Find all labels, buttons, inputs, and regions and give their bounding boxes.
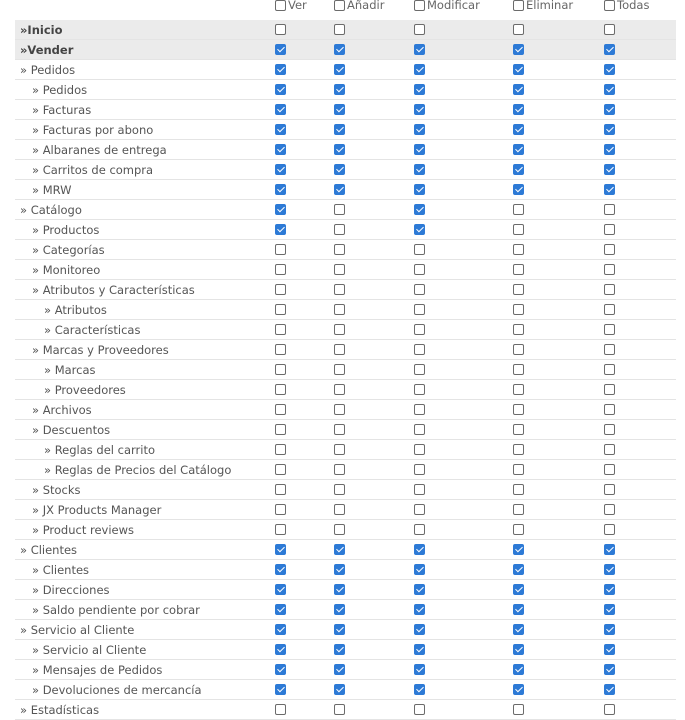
edit-checkbox[interactable] (414, 164, 425, 175)
header-add (334, 0, 384, 14)
add-checkbox[interactable] (334, 164, 345, 175)
view-checkbox[interactable] (275, 304, 286, 315)
header-edit-label: Modificar (427, 0, 480, 12)
edit-checkbox[interactable] (414, 564, 425, 575)
all-checkbox[interactable] (604, 204, 615, 215)
view-checkbox[interactable] (275, 684, 286, 695)
view-checkbox[interactable] (275, 464, 286, 475)
all-checkbox[interactable] (604, 404, 615, 415)
row-label: » Facturas (32, 103, 92, 117)
add-checkbox[interactable] (334, 204, 345, 215)
add-checkbox[interactable] (334, 64, 345, 75)
all-checkbox[interactable] (604, 84, 615, 95)
row-label: » Product reviews (32, 523, 135, 537)
delete-checkbox[interactable] (513, 344, 524, 355)
table-row (15, 140, 676, 160)
delete-checkbox[interactable] (513, 204, 524, 215)
all-checkbox[interactable] (604, 564, 615, 575)
delete-checkbox[interactable] (513, 104, 524, 115)
row-label: » Marcas (44, 363, 96, 377)
table-row (15, 500, 676, 520)
table-row (15, 280, 676, 300)
edit-checkbox[interactable] (414, 24, 425, 35)
row-label: » Monitoreo (32, 263, 101, 277)
view-checkbox[interactable] (275, 624, 286, 635)
add-checkbox[interactable] (334, 44, 345, 55)
delete-checkbox[interactable] (513, 64, 524, 75)
add-checkbox[interactable] (334, 384, 345, 395)
row-label: »Inicio (20, 23, 63, 37)
edit-checkbox[interactable] (414, 584, 425, 595)
delete-checkbox[interactable] (513, 384, 524, 395)
edit-checkbox[interactable] (414, 304, 425, 315)
add-checkbox[interactable] (334, 484, 345, 495)
row-label: » Devoluciones de mercancía (32, 683, 202, 697)
view-checkbox[interactable] (275, 564, 286, 575)
edit-checkbox[interactable] (414, 324, 425, 335)
table-row (15, 400, 676, 420)
header-delete (513, 0, 573, 14)
permissions-table (15, 20, 676, 720)
view-checkbox[interactable] (275, 244, 286, 255)
view-checkbox[interactable] (275, 444, 286, 455)
table-row (15, 60, 676, 80)
view-checkbox[interactable] (275, 664, 286, 675)
header-edit (414, 0, 480, 14)
edit-checkbox[interactable] (414, 104, 425, 115)
row-label: » Pedidos (32, 83, 88, 97)
add-checkbox[interactable] (334, 644, 345, 655)
view-checkbox[interactable] (275, 604, 286, 615)
table-row (15, 100, 676, 120)
row-label: » Servicio al Cliente (32, 643, 147, 657)
table-row (15, 620, 676, 640)
view-checkbox[interactable] (275, 344, 286, 355)
table-row (15, 640, 676, 660)
all-checkbox[interactable] (604, 604, 615, 615)
add-checkbox[interactable] (334, 104, 345, 115)
table-row (15, 80, 676, 100)
all-checkbox[interactable] (604, 524, 615, 535)
edit-checkbox[interactable] (414, 684, 425, 695)
edit-checkbox[interactable] (414, 264, 425, 275)
all-checkbox[interactable] (604, 64, 615, 75)
table-row (15, 460, 676, 480)
delete-checkbox[interactable] (513, 504, 524, 515)
edit-checkbox[interactable] (414, 444, 425, 455)
table-row (15, 480, 676, 500)
delete-checkbox[interactable] (513, 664, 524, 675)
view-checkbox[interactable] (275, 524, 286, 535)
delete-checkbox[interactable] (513, 164, 524, 175)
all-checkbox[interactable] (604, 324, 615, 335)
table-row (15, 580, 676, 600)
add-checkbox[interactable] (334, 144, 345, 155)
all-checkbox[interactable] (604, 644, 615, 655)
add-checkbox[interactable] (334, 324, 345, 335)
delete-checkbox[interactable] (513, 404, 524, 415)
view-checkbox[interactable] (275, 424, 286, 435)
all-checkbox[interactable] (604, 344, 615, 355)
add-checkbox[interactable] (334, 364, 345, 375)
add-checkbox[interactable] (334, 524, 345, 535)
table-row (15, 320, 676, 340)
delete-checkbox[interactable] (513, 324, 524, 335)
edit-checkbox[interactable] (414, 544, 425, 555)
view-checkbox[interactable] (275, 124, 286, 135)
delete-checkbox[interactable] (513, 484, 524, 495)
delete-checkbox[interactable] (513, 544, 524, 555)
all-checkbox[interactable] (604, 464, 615, 475)
all-checkbox[interactable] (604, 184, 615, 195)
table-row (15, 540, 676, 560)
table-row (15, 120, 676, 140)
add-checkbox[interactable] (334, 624, 345, 635)
edit-checkbox[interactable] (414, 44, 425, 55)
delete-checkbox[interactable] (513, 524, 524, 535)
view-checkbox[interactable] (275, 644, 286, 655)
row-label: » Saldo pendiente por cobrar (32, 603, 200, 617)
select-all-delete-checkbox[interactable] (513, 0, 524, 11)
table-row (15, 360, 676, 380)
table-row (15, 220, 676, 240)
edit-checkbox[interactable] (414, 284, 425, 295)
add-checkbox[interactable] (334, 544, 345, 555)
all-checkbox[interactable] (604, 584, 615, 595)
delete-checkbox[interactable] (513, 304, 524, 315)
delete-checkbox[interactable] (513, 624, 524, 635)
edit-checkbox[interactable] (414, 144, 425, 155)
row-label: » Proveedores (44, 383, 126, 397)
add-checkbox[interactable] (334, 444, 345, 455)
delete-checkbox[interactable] (513, 444, 524, 455)
row-label: » Clientes (32, 563, 90, 577)
view-checkbox[interactable] (275, 284, 286, 295)
all-checkbox[interactable] (604, 664, 615, 675)
table-row (15, 380, 676, 400)
edit-checkbox[interactable] (414, 624, 425, 635)
row-label: » Marcas y Proveedores (32, 343, 169, 357)
add-checkbox[interactable] (334, 584, 345, 595)
all-checkbox[interactable] (604, 44, 615, 55)
all-checkbox[interactable] (604, 144, 615, 155)
table-row (15, 420, 676, 440)
add-checkbox[interactable] (334, 424, 345, 435)
row-label: » Estadísticas (20, 703, 100, 717)
delete-checkbox[interactable] (513, 284, 524, 295)
row-label: » Descuentos (32, 423, 111, 437)
edit-checkbox[interactable] (414, 504, 425, 515)
row-label: » JX Products Manager (32, 503, 162, 517)
table-row (15, 520, 676, 540)
row-label: » Productos (32, 223, 100, 237)
header-view (275, 0, 307, 14)
view-checkbox[interactable] (275, 364, 286, 375)
add-checkbox[interactable] (334, 84, 345, 95)
select-all-add-checkbox[interactable] (334, 0, 345, 11)
table-row (15, 440, 676, 460)
all-checkbox[interactable] (604, 444, 615, 455)
row-label: » Facturas por abono (32, 123, 154, 137)
add-checkbox[interactable] (334, 504, 345, 515)
edit-checkbox[interactable] (414, 524, 425, 535)
all-checkbox[interactable] (604, 624, 615, 635)
add-checkbox[interactable] (334, 284, 345, 295)
edit-checkbox[interactable] (414, 184, 425, 195)
row-label: » Stocks (32, 483, 81, 497)
row-label: » Archivos (32, 403, 92, 417)
row-label: » Clientes (20, 543, 78, 557)
edit-checkbox[interactable] (414, 244, 425, 255)
select-all-all-checkbox[interactable] (604, 0, 615, 11)
view-checkbox[interactable] (275, 224, 286, 235)
view-checkbox[interactable] (275, 404, 286, 415)
delete-checkbox[interactable] (513, 684, 524, 695)
all-checkbox[interactable] (604, 484, 615, 495)
table-row (15, 300, 676, 320)
add-checkbox[interactable] (334, 344, 345, 355)
delete-checkbox[interactable] (513, 704, 524, 715)
view-checkbox[interactable] (275, 384, 286, 395)
delete-checkbox[interactable] (513, 564, 524, 575)
add-checkbox[interactable] (334, 704, 345, 715)
delete-checkbox[interactable] (513, 424, 524, 435)
table-row (15, 180, 676, 200)
all-checkbox[interactable] (604, 304, 615, 315)
edit-checkbox[interactable] (414, 464, 425, 475)
row-label: »Vender (20, 43, 74, 57)
delete-checkbox[interactable] (513, 364, 524, 375)
view-checkbox[interactable] (275, 704, 286, 715)
all-checkbox[interactable] (604, 504, 615, 515)
delete-checkbox[interactable] (513, 24, 524, 35)
edit-checkbox[interactable] (414, 224, 425, 235)
add-checkbox[interactable] (334, 304, 345, 315)
row-label: » Servicio al Cliente (20, 623, 135, 637)
table-row (15, 160, 676, 180)
all-checkbox[interactable] (604, 164, 615, 175)
delete-checkbox[interactable] (513, 644, 524, 655)
view-checkbox[interactable] (275, 44, 286, 55)
view-checkbox[interactable] (275, 144, 286, 155)
view-checkbox[interactable] (275, 204, 286, 215)
view-checkbox[interactable] (275, 164, 286, 175)
header-all (604, 0, 649, 14)
add-checkbox[interactable] (334, 404, 345, 415)
add-checkbox[interactable] (334, 124, 345, 135)
edit-checkbox[interactable] (414, 64, 425, 75)
edit-checkbox[interactable] (414, 124, 425, 135)
select-all-edit-checkbox[interactable] (414, 0, 425, 11)
row-label: » Catálogo (20, 203, 82, 217)
all-checkbox[interactable] (604, 364, 615, 375)
edit-checkbox[interactable] (414, 664, 425, 675)
all-checkbox[interactable] (604, 684, 615, 695)
view-checkbox[interactable] (275, 184, 286, 195)
edit-checkbox[interactable] (414, 364, 425, 375)
add-checkbox[interactable] (334, 664, 345, 675)
edit-checkbox[interactable] (414, 424, 425, 435)
edit-checkbox[interactable] (414, 704, 425, 715)
header-add-label: Añadir (347, 0, 385, 12)
edit-checkbox[interactable] (414, 644, 425, 655)
row-label: » Atributos y Características (32, 283, 195, 297)
view-checkbox[interactable] (275, 264, 286, 275)
all-checkbox[interactable] (604, 704, 615, 715)
table-row (15, 660, 676, 680)
row-label: » Albaranes de entrega (32, 143, 167, 157)
delete-checkbox[interactable] (513, 604, 524, 615)
row-label: » Categorías (32, 243, 105, 257)
all-checkbox[interactable] (604, 284, 615, 295)
delete-checkbox[interactable] (513, 244, 524, 255)
add-checkbox[interactable] (334, 244, 345, 255)
edit-checkbox[interactable] (414, 204, 425, 215)
header-all-label: Todas (617, 0, 650, 12)
delete-checkbox[interactable] (513, 44, 524, 55)
add-checkbox[interactable] (334, 224, 345, 235)
all-checkbox[interactable] (604, 384, 615, 395)
table-row (15, 560, 676, 580)
view-checkbox[interactable] (275, 24, 286, 35)
row-label: » Mensajes de Pedidos (32, 663, 163, 677)
add-checkbox[interactable] (334, 564, 345, 575)
view-checkbox[interactable] (275, 324, 286, 335)
table-row (15, 700, 676, 720)
row-label: » Direcciones (32, 583, 110, 597)
view-checkbox[interactable] (275, 584, 286, 595)
header-view-label: Ver (288, 0, 307, 12)
row-label: » Carritos de compra (32, 163, 154, 177)
table-row (15, 20, 676, 40)
header-delete-label: Eliminar (526, 0, 574, 12)
add-checkbox[interactable] (334, 684, 345, 695)
all-checkbox[interactable] (604, 224, 615, 235)
edit-checkbox[interactable] (414, 84, 425, 95)
delete-checkbox[interactable] (513, 584, 524, 595)
add-checkbox[interactable] (334, 464, 345, 475)
view-checkbox[interactable] (275, 504, 286, 515)
all-checkbox[interactable] (604, 544, 615, 555)
row-label: » Pedidos (20, 63, 76, 77)
delete-checkbox[interactable] (513, 124, 524, 135)
delete-checkbox[interactable] (513, 264, 524, 275)
add-checkbox[interactable] (334, 24, 345, 35)
delete-checkbox[interactable] (513, 144, 524, 155)
select-all-view-checkbox[interactable] (275, 0, 286, 11)
all-checkbox[interactable] (604, 264, 615, 275)
all-checkbox[interactable] (604, 244, 615, 255)
delete-checkbox[interactable] (513, 84, 524, 95)
table-row (15, 240, 676, 260)
view-checkbox[interactable] (275, 484, 286, 495)
all-checkbox[interactable] (604, 104, 615, 115)
all-checkbox[interactable] (604, 424, 615, 435)
row-label: » Reglas de Precios del Catálogo (44, 463, 232, 477)
view-checkbox[interactable] (275, 104, 286, 115)
edit-checkbox[interactable] (414, 604, 425, 615)
view-checkbox[interactable] (275, 84, 286, 95)
view-checkbox[interactable] (275, 544, 286, 555)
delete-checkbox[interactable] (513, 224, 524, 235)
add-checkbox[interactable] (334, 604, 345, 615)
row-label: » Reglas del carrito (44, 443, 156, 457)
delete-checkbox[interactable] (513, 184, 524, 195)
edit-checkbox[interactable] (414, 384, 425, 395)
add-checkbox[interactable] (334, 264, 345, 275)
table-row (15, 40, 676, 60)
edit-checkbox[interactable] (414, 484, 425, 495)
table-row (15, 600, 676, 620)
table-row (15, 200, 676, 220)
delete-checkbox[interactable] (513, 464, 524, 475)
row-label: » Atributos (44, 303, 107, 317)
add-checkbox[interactable] (334, 184, 345, 195)
table-row (15, 680, 676, 700)
view-checkbox[interactable] (275, 64, 286, 75)
edit-checkbox[interactable] (414, 404, 425, 415)
table-row (15, 340, 676, 360)
edit-checkbox[interactable] (414, 344, 425, 355)
all-checkbox[interactable] (604, 124, 615, 135)
row-label: » MRW (32, 183, 72, 197)
all-checkbox[interactable] (604, 24, 615, 35)
row-label: » Características (44, 323, 141, 337)
table-row (15, 260, 676, 280)
